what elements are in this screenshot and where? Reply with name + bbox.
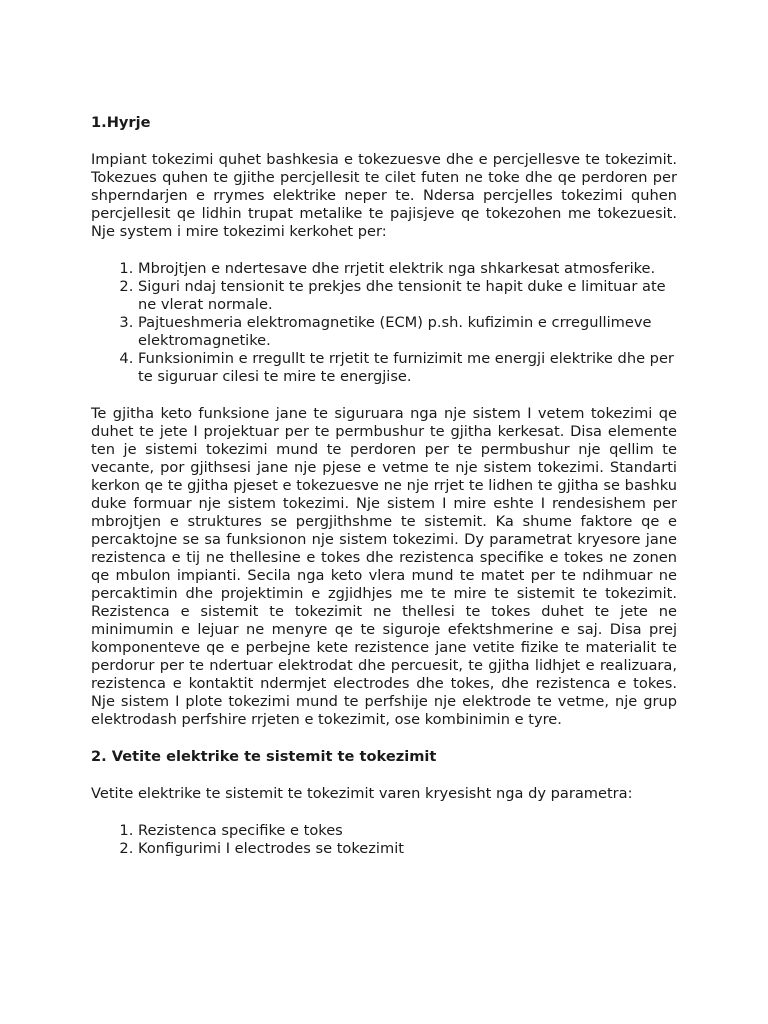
list-item: 3. Pajtueshmeria elektromagnetike (ECM) p.sh. kufizimin e crregullimeve elektromagnetike. [138,314,677,350]
section-1-list [91,260,677,386]
list-item: 2. Konfigurimi I electrodes se tokezimit [138,840,677,858]
list-item: 1. Mbrojtjen e ndertesave dhe rrjetit elektrik nga shkarkesat atmosferike. [138,260,677,278]
section-1-intro-paragraph: Impiant tokezimi quhet bashkesia e tokezuesve dhe e percjellesve te tokezimit. Tokezues quhen te gjithe percjellesit te cilet futen ne toke dhe qe perdoren per shperndarjen e rrymes elektrike neper te. Ndersa percjelles tokezimi quhen percjellesit qe lidhin trupat metalike te pajisjeve qe tokezohen me tokezuesit. Nje system i mire tokezimi kerkohet per: [91,151,677,240]
section-2-intro-paragraph: Vetite elektrike te sistemit te tokezimit varen kryesisht nga dy parametra: [91,785,633,802]
section-1-body-paragraph: Te gjitha keto funksione jane te siguruara nga nje sistem I vetem tokezimi qe duhet te jete I projektuar per te permbushur te gjitha kerkesat. Disa elemente ten je sistemi tokezimi mund te perdoren per te permbushur nje qellim te vecante, por gjithsesi jane nje pjese e vetme te nje sistem tokezimi. Standarti kerkon qe te gjitha pjeset e tokezuesve ne nje rrjet te lidhen te gjitha se bashku duke formuar nje sistem tokezimi. Nje sistem I mire eshte I rendesishem per mbrojtjen e struktures se pergjithshme te sistemit. Ka shume faktore qe e percaktojne se sa funksionon nje sistem tokezimi. Dy parametrat kryesore jane rezistenca e tij ne thellesine e tokes dhe rezistenca specifike e tokes ne zonen qe mbulon impianti. Secila nga keto vlera mund te matet per te ndihmuar ne percaktimin dhe projektimin e zgjidhjes me te mire te sistemit te tokezimit. Rezistenca e sistemit te tokezimit ne thellesi te tokes duhet te jete ne minimumin e lejuar ne menyre qe te siguroje efektshmerine e saj. Disa prej komponenteve qe e perbejne kete rezistence jane vetite fizike te materialit te perdorur per te ndertuar elektrodat dhe percuesit, te gjitha lidhjet e realizuara, rezistenca e kontaktit ndermjet electrodes dhe tokes, dhe rezistenca e tokes. Nje sistem I plote tokezimi mund te perfshije nje elektrode te vetme, nje grup elektrodash perfshire rrjeten e tokezimit, ose kombinimin e tyre. [91,405,677,728]
section-2-list [91,822,677,858]
section-1-heading: 1.Hyrje [91,114,151,131]
list-item: 4. Funksionimin e rregullt te rrjetit te furnizimit me energji elektrike dhe per te siguruar cilesi te mire te energjise. [138,350,677,386]
list-item: 2. Siguri ndaj tensionit te prekjes dhe tensionit te hapit duke e limituar ate ne vlerat normale. [138,278,677,314]
list-item: 1. Rezistenca specifike e tokes [138,822,677,840]
document-page [91,113,677,858]
section-2-heading: 2. Vetite elektrike te sistemit te tokezimit [91,748,437,765]
